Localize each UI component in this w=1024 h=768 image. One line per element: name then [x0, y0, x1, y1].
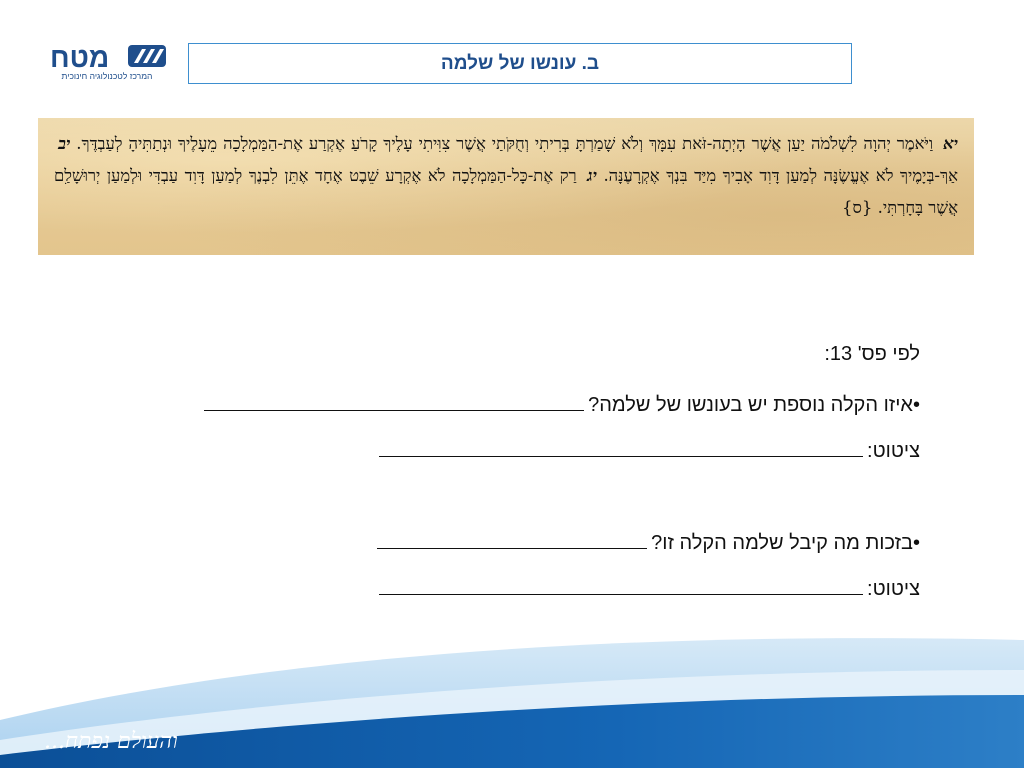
verse-body: וַיֹּאמֶר יְהוָה לִשְׁלֹמֹה יַעַן אֲשֶׁר הָיְתָה-זֹּאת עִמָּךְ וְלֹא שָׁמַרְתָּ בְּרִיתִי וְחֻקֹּתַי אֲשֶׁר צִוִּיתִי עָלֶיךָ קָרֹעַ אֶקְרַע אֶת-הַמַּמְלָכָה מֵעָלֶיךָ וּנְתַתִּיהָ לְעַבְדֶּךָ.	[76, 134, 934, 153]
matah-logo-icon	[50, 42, 170, 72]
footer-slogan: והעולם נפתח...	[44, 729, 178, 754]
verse-body: אַךְ-בְּיָמֶיךָ לֹא אֶעֱשֶׂנָּה לְמַעַן דָּוִד אָבִיךָ מִיַּד בִּנְךָ אֶקְרָעֶנָּה.	[603, 166, 958, 185]
slide-title: ב. עונשו של שלמה	[440, 52, 600, 74]
logo-stripes	[128, 45, 166, 67]
logo-subtitle: המרכז לטכנולוגיה חינוכית	[61, 71, 153, 81]
parchment-text-box	[38, 118, 974, 255]
title-box	[188, 43, 852, 84]
verse-number: יב	[58, 134, 71, 153]
answer-blank-2[interactable]	[377, 528, 647, 549]
answer-blank-1[interactable]	[204, 390, 584, 411]
citation-1	[379, 436, 920, 463]
verse-number: יג	[587, 166, 597, 185]
matah-logo	[50, 42, 170, 84]
questions-intro: לפי פס' 13:	[824, 343, 920, 365]
logo-wordmark: מטח	[50, 42, 110, 72]
citation-2-label: ציטוט:	[867, 578, 920, 600]
question-1-text: •איזו הקלה נוספת יש בעונשו של שלמה?	[588, 394, 920, 416]
citation-2	[379, 574, 920, 601]
question-1	[204, 390, 920, 417]
verse-number: יא	[943, 134, 958, 153]
citation-blank-2[interactable]	[379, 574, 863, 595]
citation-1-label: ציטוט:	[867, 440, 920, 462]
question-2	[377, 528, 920, 555]
verse-body: רַק אֶת-כָּל-הַמַּמְלָכָה לֹא אֶקְרָע שֵׁבֶט אֶחָד אֶתֵּן לִבְנֶךָ לְמַעַן דָּוִד עַבְדִּי וּלְמַעַן יְרוּשָׁלִַם אֲשֶׁר בָּחָרְתִּי. {ס}	[54, 166, 958, 217]
question-2-text: •בזכות מה קיבל שלמה הקלה זו?	[651, 532, 920, 554]
verse-text	[54, 128, 958, 224]
citation-blank-1[interactable]	[379, 436, 863, 457]
